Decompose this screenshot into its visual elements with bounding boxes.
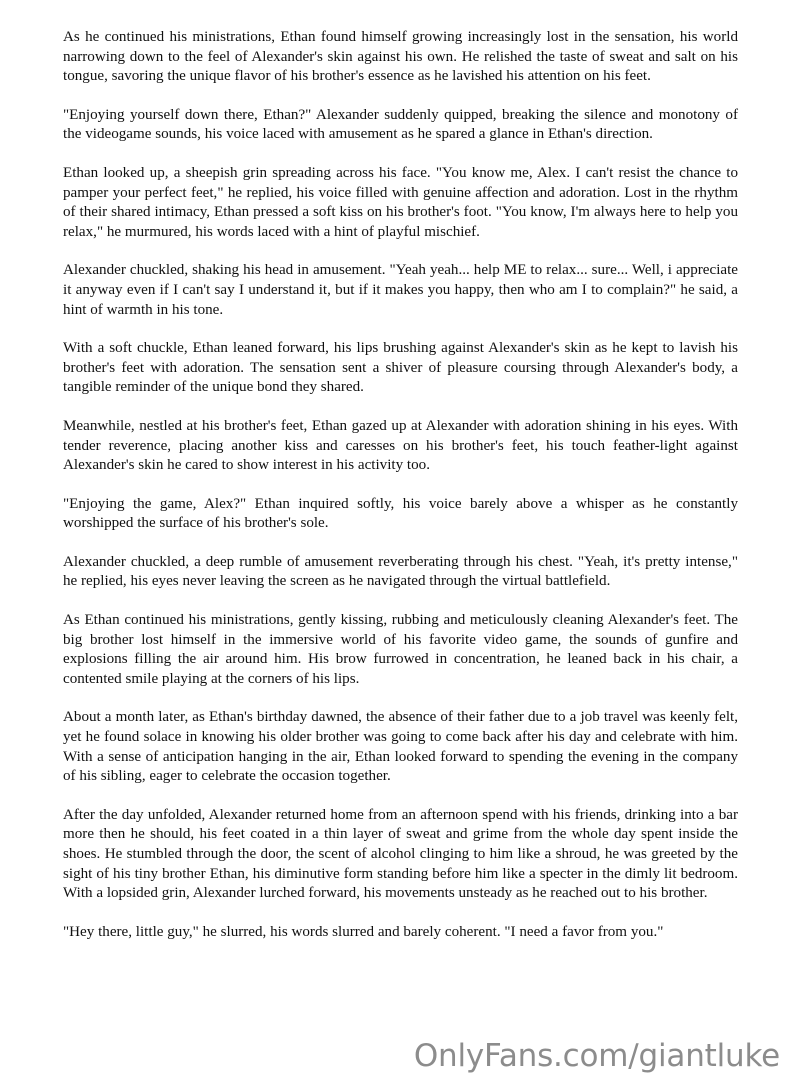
paragraph: Meanwhile, nestled at his brother's feet, Ethan gazed up at Alexander with adoration shining in his eyes. With tender reverence, placing another kiss and caresses on his brother's feet, his touch feather-light against Alexander's skin he cared to show interest in his activity too. [63, 417, 738, 474]
paragraph: "Hey there, little guy," he slurred, his words slurred and barely coherent. "I need a favor from you." [63, 923, 664, 940]
paragraph: Alexander chuckled, shaking his head in amusement. "Yeah yeah... help ME to relax... sure... Well, i appreciate it anyway even if I can't say I understand it, but if it makes you happy, then who am I to complain?" he said, a hint of warmth in his tone. [63, 262, 738, 318]
paragraph: Alexander chuckled, a deep rumble of amusement reverberating through his chest. "Yeah, it's pretty intense," he replied, his eyes never leaving the screen as he navigated through the virtual battlefield. [63, 553, 738, 590]
document-text-body [63, 28, 738, 942]
paragraph: As Ethan continued his ministrations, gently kissing, rubbing and meticulously cleaning Alexander's feet. The big brother lost himself in the immersive world of his favorite video game, the sounds of gunfire and explosions filling the air around him. His brow furrowed in concentration, he leaned back in his chair, a contented smile playing at the corners of his lips. [63, 612, 738, 687]
paragraph: "Enjoying the game, Alex?" Ethan inquired softly, his voice barely above a whisper as he constantly worshipped the surface of his brother's sole. [63, 495, 738, 532]
watermark-onlyfans-url: OnlyFans.com/giantluke [413, 1038, 780, 1074]
paragraph: "Enjoying yourself down there, Ethan?" Alexander suddenly quipped, breaking the silence and monotony of the videogame sounds, his voice laced with amusement as he spared a glance in Ethan's direction. [63, 106, 738, 143]
paragraph: With a soft chuckle, Ethan leaned forward, his lips brushing against Alexander's skin as he kept to lavish his brother's feet with adoration. The sensation sent a shiver of pleasure coursing through Alexander's body, a tangible reminder of the unique bond they shared. [63, 340, 738, 396]
paragraph: As he continued his ministrations, Ethan found himself growing increasingly lost in the sensation, his world narrowing down to the feel of Alexander's skin against his own. He relished the taste of sweat and salt on his tongue, savoring the unique flavor of his brother's essence as he lavished his attention on his feet. [63, 29, 738, 85]
paragraph: After the day unfolded, Alexander returned home from an afternoon spend with his friends, drinking into a bar more then he should, his feet coated in a thin layer of sweat and grime from the whole day spent inside the shoes. He stumbled through the door, the scent of alcohol clinging to him like a shroud, he was greeted by the sight of his tiny brother Ethan, his diminutive form standing before him like a specter in the dimly lit bedroom. With a lopsided grin, Alexander lurched forward, his movements unsteady as he reached out to his brother. [63, 806, 738, 902]
paragraph: Ethan looked up, a sheepish grin spreading across his face. "You know me, Alex. I can't resist the chance to pamper your perfect feet," he replied, his voice filled with genuine affection and adoration. Lost in the rhythm of their shared intimacy, Ethan pressed a soft kiss on his brother's foot. "You know, I'm always here to help you relax," he murmured, his words laced with a hint of playful mischief. [63, 164, 738, 240]
paragraph: About a month later, as Ethan's birthday dawned, the absence of their father due to a job travel was keenly felt, yet he found solace in knowing his older brother was going to come back after his day and celebrate with him. With a sense of anticipation hanging in the air, Ethan looked forward to spending the evening in the company of his sibling, eager to celebrate the occasion together. [63, 709, 738, 785]
